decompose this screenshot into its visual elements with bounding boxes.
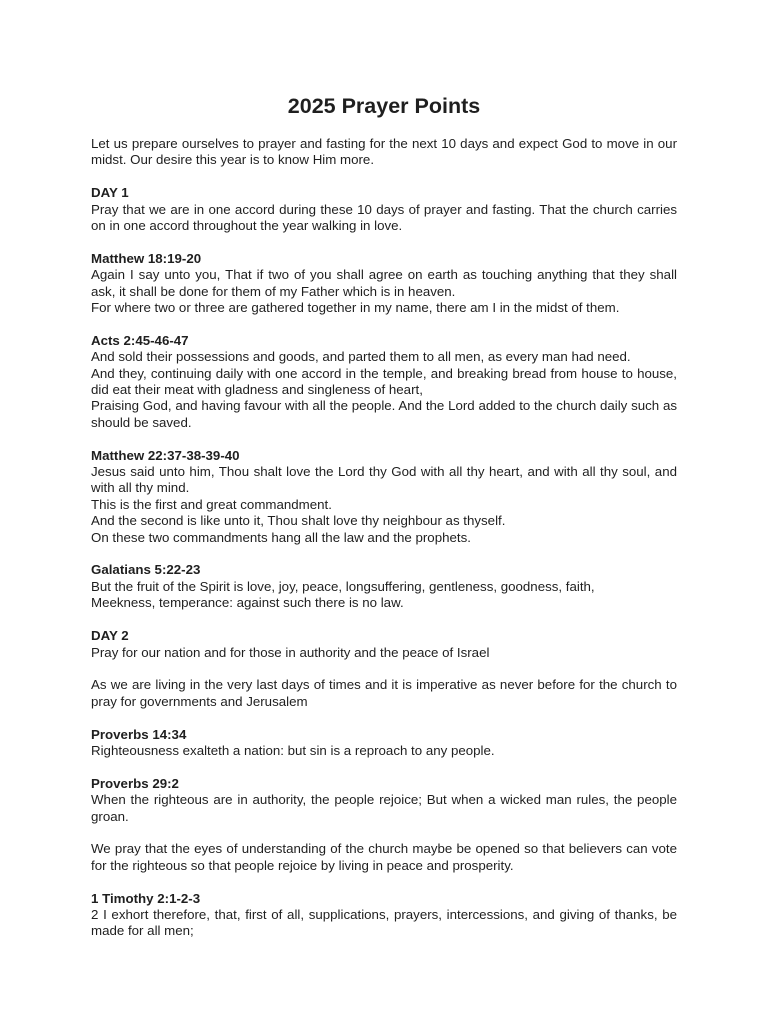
verse-line: Again I say unto you, That if two of you shall agree on earth as touching anything that they shall ask, it shall be done for them of my Father which is in heaven. [91, 267, 677, 299]
section-heading: Proverbs 29:2 [91, 775, 179, 791]
section-heading: Matthew 18:19-20 [91, 250, 202, 266]
section-block [91, 185, 677, 234]
section-block [91, 841, 677, 874]
section-heading: 1 Timothy 2:1-2-3 [91, 890, 201, 906]
verse-line: Jesus said unto him, Thou shalt love the Lord thy God with all thy heart, and with all thy soul, and with all thy mind. [91, 464, 677, 496]
document-page [91, 93, 677, 956]
section-block [91, 562, 677, 611]
section-heading: DAY 1 [91, 185, 129, 201]
verse-line: On these two commandments hang all the law and the prophets. [91, 529, 471, 545]
section-heading: DAY 2 [91, 628, 129, 644]
verse-line: We pray that the eyes of understanding of the church maybe be opened so that believers can vote for the righteous so that people rejoice by living in peace and prosperity. [91, 841, 677, 873]
section-heading: Proverbs 14:34 [91, 726, 187, 742]
verse-line: Praising God, and having favour with all the people. And the Lord added to the church daily such as should be saved. [91, 398, 677, 430]
intro-block [91, 136, 677, 169]
section-block [91, 727, 677, 760]
document-title: 2025 Prayer Points [287, 94, 481, 118]
verse-line: For where two or three are gathered together in my name, there am I in the midst of them. [91, 300, 620, 316]
section-block [91, 333, 677, 431]
verse-line: But the fruit of the Spirit is love, joy, peace, longsuffering, gentleness, goodness, faith, [91, 578, 595, 594]
intro-text: Let us prepare ourselves to prayer and fasting for the next 10 days and expect God to move in our midst. Our desire this year is to know Him more. [91, 136, 677, 168]
section-block [91, 891, 677, 940]
verse-line: When the righteous are in authority, the people rejoice; But when a wicked man rules, the people groan. [91, 792, 677, 824]
section-heading: Acts 2:45-46-47 [91, 332, 189, 348]
verse-line: As we are living in the very last days of times and it is imperative as never before for the church to pray for governments and Jerusalem [91, 677, 677, 709]
content-blocks [91, 185, 677, 940]
verse-line: 2 I exhort therefore, that, first of all, supplications, prayers, intercessions, and giving of thanks, be made for all men; [91, 906, 677, 939]
section-heading: Matthew 22:37-38-39-40 [91, 447, 240, 463]
verse-line: Meekness, temperance: against such there is no law. [91, 595, 404, 611]
verse-line: Righteousness exalteth a nation: but sin is a reproach to any people. [91, 742, 495, 758]
section-heading: Galatians 5:22-23 [91, 562, 201, 578]
section-block [91, 251, 677, 317]
verse-line: This is the first and great commandment. [91, 496, 332, 512]
verse-line: And sold their possessions and goods, and parted them to all men, as every man had need. [91, 349, 631, 365]
verse-line: And the second is like unto it, Thou shalt love thy neighbour as thyself. [91, 513, 506, 529]
verse-line: Pray that we are in one accord during these 10 days of prayer and fasting. That the church carries on in one accord throughout the year walking in love. [91, 201, 677, 234]
verse-line: Pray for our nation and for those in authority and the peace of Israel [91, 644, 490, 660]
section-block [91, 776, 677, 825]
section-block [91, 448, 677, 546]
verse-line: And they, continuing daily with one accord in the temple, and breaking bread from house to house, did eat their meat with gladness and singleness of heart, [91, 365, 677, 398]
section-block [91, 628, 677, 661]
section-block [91, 677, 677, 710]
